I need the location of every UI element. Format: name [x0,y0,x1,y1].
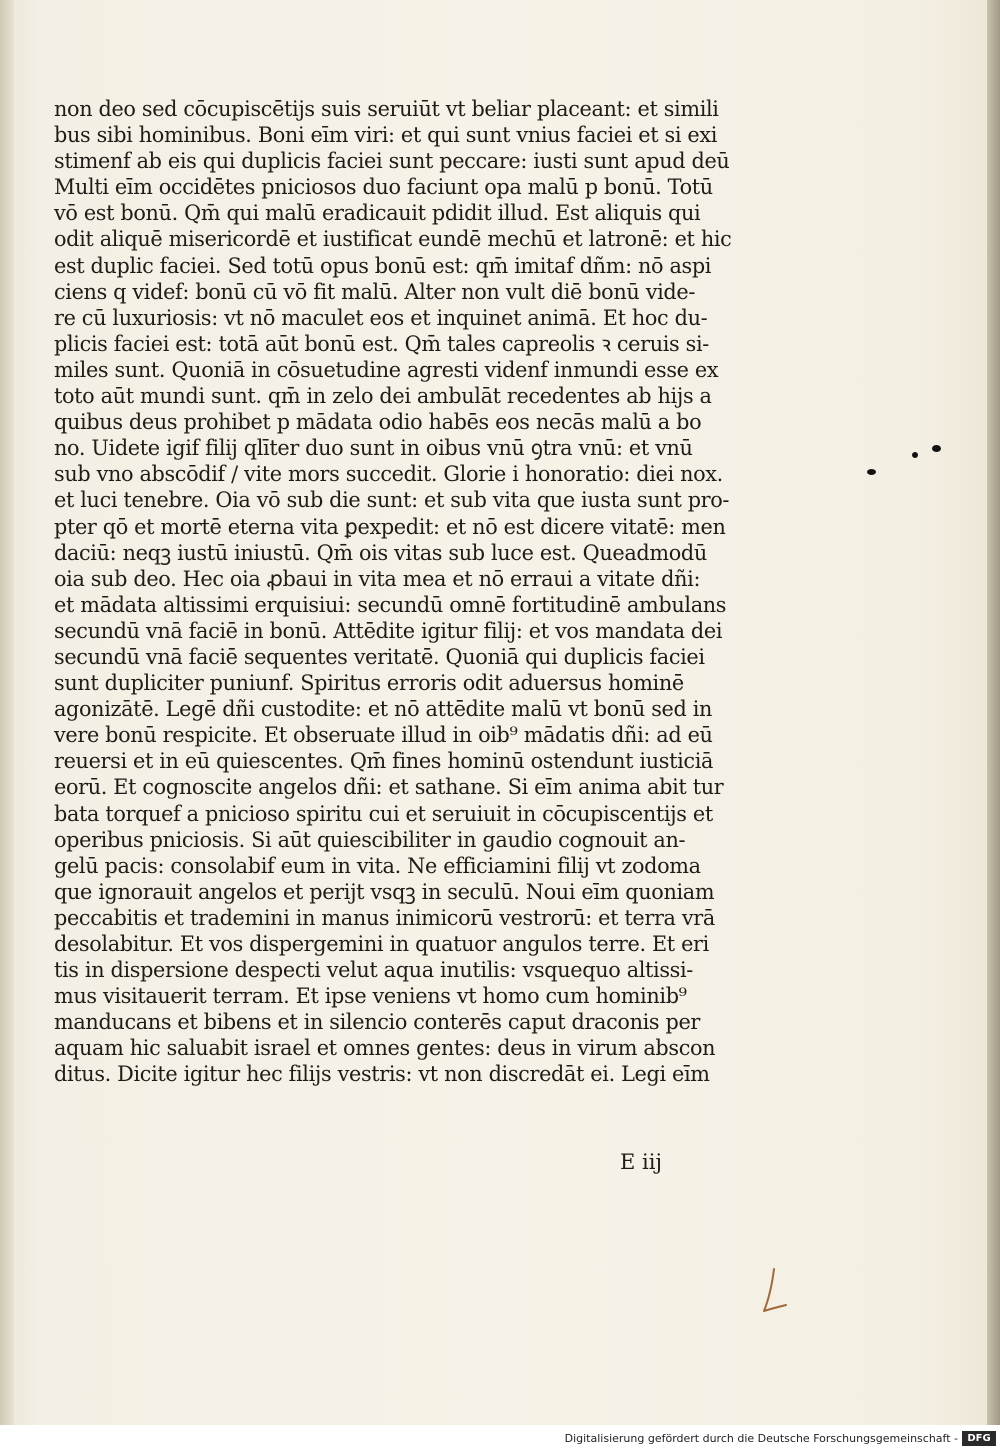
text-line: aquam hic saluabit israel et omnes gentes: deus in virum abscon [54,1036,716,1061]
funding-credit: Digitalisierung gefördert durch die Deutsche Forschungsgemeinschaft - [564,1432,958,1445]
text-line: pter qō et mortē eterna vita ꝑexpedit: et nō est dicere vitatē: men [54,514,726,539]
pencil-mark-icon [756,1265,796,1325]
text-line: peccabitis et trademini in manus inimicorū vestrorū: et terra vrā [54,905,715,930]
text-line: ciens q videf: bonū cū vō fit malū. Alter non vult diē bonū vide- [54,279,696,304]
text-line: daciū: neqꝫ iustū iniustū. Qm̄ ois vitas sub luce est. Queadmodū [54,540,707,565]
digitization-footer [0,1425,1000,1452]
ink-speck [867,469,876,475]
text-line: toto aūt mundi sunt. qm̄ in zelo dei ambulāt recedentes ab hijs a [54,384,712,409]
page-left-gutter-shadow [0,0,14,1425]
text-line: tis in dispersione despecti velut aqua inutilis: vsquequo altissi- [54,958,693,983]
text-block [54,96,794,1088]
text-line: re cū luxuriosis: vt nō maculet eos et inquinet animā. Et hoc du- [54,305,708,330]
text-line: eorū. Et cognoscite angelos dñi: et sathane. Si eīm anima abit tur [54,775,724,800]
text-line: que ignorauit angelos et perijt vsqꝫ in seculū. Noui eīm quoniam [54,879,715,904]
text-line: non deo sed cōcupiscētijs suis seruiūt vt beliar placeant: et simili [54,97,719,121]
text-line: secundū vnā faciē sequentes veritatē. Quoniā qui duplicis faciei [54,644,705,669]
text-line: agonizātē. Legē dñi custodite: et nō attēdite malū vt bonū sed in [54,697,713,722]
ink-speck [932,445,941,452]
text-line: miles sunt. Quoniā in cōsuetudine agresti videnf inmundi esse ex [54,357,719,382]
text-line: et luci tenebre. Oia vō sub die sunt: et sub vita que iusta sunt pro- [54,488,730,513]
text-line: odit aliquē misericordē et iustificat eundē mechū et latronē: et hic [54,227,732,252]
text-line: no. Uidete igif filij qlīter duo sunt in oibus vnū ꝯtra vnū: et vnū [54,436,693,461]
page-right-edge [987,0,1000,1425]
text-line: operibus pniciosis. Si aūt quiescibiliter in gaudio cognouit an- [54,827,686,852]
text-line: bata torquef a pnicioso spiritu cui et seruiuit in cōcupiscentijs et [54,801,713,826]
text-line: vere bonū respicite. Et obseruate illud in oib⁹ mādatis dñi: ad eū [54,723,713,748]
dfg-logo-icon: DFG [962,1431,996,1446]
text-line: et mādata altissimi erquisiui: secundū omnē fortitudinē ambulans [54,592,727,617]
text-line: stimenf ab eis qui duplicis faciei sunt peccare: iusti sunt apud deū [54,149,730,174]
text-line: plicis faciei est: totā aūt bonū est. Qm̄ tales capreolis ꝛ ceruis si- [54,331,709,356]
text-line: mus visitauerit terram. Et ipse veniens vt homo cum hominib⁹ [54,984,687,1009]
text-line: oia sub deo. Hec oia ꝓbaui in vita mea et nō erraui a vitate dñi: [54,566,701,591]
text-line: Multi eīm occidētes pniciosos duo faciunt opa malū p bonū. Totū [54,175,713,200]
signature-mark: E iij [620,1150,662,1174]
text-line: est duplic faciei. Sed totū opus bonū est: qm̄ imitaf dñm: nō aspi [54,253,712,278]
text-line: bus sibi hominibus. Boni eīm viri: et qui sunt vnius faciei et si exi [54,123,718,148]
text-line: quibus deus prohibet p mādata odio habēs eos necās malū a bo [54,410,702,435]
text-line: ditus. Dicite igitur hec filijs vestris: vt non discredāt ei. Legi eīm [54,1062,710,1087]
ink-speck [912,452,918,458]
text-line: manducans et bibens et in silencio conterēs caput draconis per [54,1010,701,1035]
text-line: vō est bonū. Qm̄ qui malū eradicauit pdidit illud. Est aliquis qui [54,201,701,226]
text-line: gelū pacis: consolabif eum in vita. Ne efficiamini filij vt zodoma [54,853,701,878]
text-line: sub vno abscōdif / vite mors succedit. Glorie i honoratio: diei nox. [54,462,723,487]
text-line: secundū vnā faciē in bonū. Attēdite igitur filij: et vos mandata dei [54,618,723,643]
text-line: desolabitur. Et vos dispergemini in quatuor angulos terre. Et eri [54,932,709,956]
text-line: sunt dupliciter puniunf. Spiritus erroris odit aduersus hominē [54,671,684,696]
text-line: reuersi et in eū quiescentes. Qm̄ fines hominū ostendunt iusticiā [54,749,714,774]
